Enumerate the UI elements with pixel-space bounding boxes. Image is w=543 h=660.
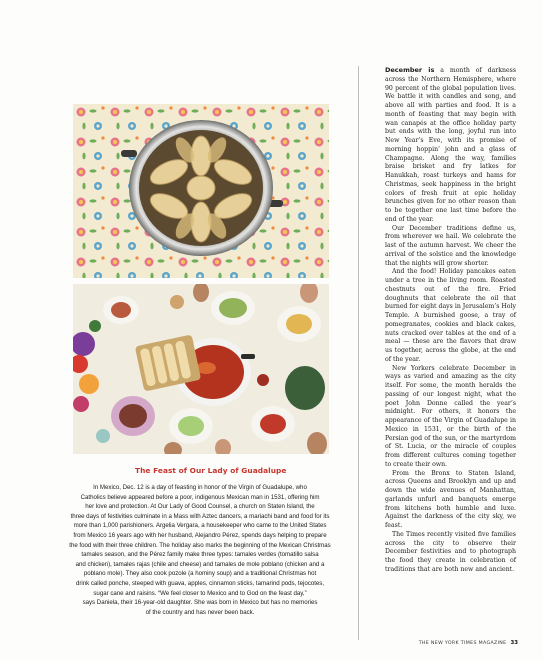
page-number: 33	[510, 640, 518, 646]
page-footer	[393, 640, 518, 646]
caption-line: her love and protection. At Our Lady of Good Counsel, a church on Staten Island, the	[85, 503, 315, 511]
caption-line: the food with their three children. The holiday also marks the beginning of the Mexican Christmas	[69, 541, 331, 549]
article-paragraph: The Times recently visited five families across the city to observe their December festivities and to photograph the food they create in celebration of traditions that are both new and ancient.	[385, 530, 516, 573]
publication-name: THE NEW YORK TIMES MAGAZINE	[418, 641, 507, 646]
caption-line: In Mexico, Dec. 12 is a day of feasting in honor of the Virgin of Guadalupe, who	[93, 484, 307, 491]
caption-line: tamales season, and the Pérez family make three types: tamales verdes (tomatillo salsa	[81, 551, 319, 559]
caption-line: Catholics believe appeared before a poor, indigenous Mexican man in 1531, offering him	[80, 493, 320, 501]
photo-caption	[66, 466, 334, 617]
caption-line: more than 1,000 parishioners. Argelia Vergara, a housekeeper who came to the United States	[73, 522, 327, 530]
article-paragraph-text: a month of darkness across the Northern Hemisphere, where 90 percent of the global population lives. We battle it with candles and song, and above all with parties and food. It is a month of feasting that may begin with wan canapés at the office holiday party but ends with the long, joyful run into New Year’s Eve, with its promise of morning hoppin’ john and a glass of Champagne. Along the way, families braise brisket and fry latkes for Hanukkah, roast turkeys and hams for Christmas, seek happiness in the bright colors of fresh fruit at epic holiday brunches given for no other reason than to be together one last time before the end of the year.	[385, 67, 517, 223]
article-paragraph: From the Bronx to Staten Island, across Queens and Brooklyn and up and down the wide avenues of Manhattan, garlands unfurl and banquets emerge from kitchens both humble and luxe. Against the darkness of the city sky, we feast.	[385, 469, 516, 529]
article-paragraph: And the food! Holiday pancakes eaten under a tree in the living room. Roasted chestnuts out of the fire. Fried doughnuts that celebrate the oil that burned for eight days in Jerusalem’s Holy Temple. A burnished goose, a tray of pomegranates, cookies and black cakes, nuts cracked over tables at the end of a meal — these are the flavors that draw us together, across the globe, at the end of the year.	[385, 268, 516, 363]
caption-line: drink called ponche, steeped with guava, apples, cinnamon sticks, tamarind pods, tejocotes,	[75, 579, 325, 587]
caption-line: from Mexico 16 years ago with her husband, Alejandro Pérez, spends days helping to prepare	[73, 531, 327, 539]
article-lead: December is	[385, 66, 435, 74]
caption-line: says Daniela, their 16-year-old daughter. She was born in Mexico but has no memories	[82, 599, 318, 607]
caption-line: three days of festivities culminate in a Mass with Aztec dancers, a mariachi band and food for its	[70, 512, 330, 520]
family-table-photo	[73, 284, 329, 454]
article-paragraph: New Yorkers celebrate December in ways as varied and amazing as the city itself. For some, the month heralds the passing of our longest night, what the poet John Donne called the year’s midnight. For others, it honors the appearance of the Virgin of Guadalupe in Mexico in 1531, or the birth of the Persian god of the sun, or the martyrdom of St. Lucia, or the miracle of couples from different cultures coming together to create their own.	[385, 364, 516, 468]
article-body	[385, 66, 516, 575]
article-paragraph	[385, 66, 516, 225]
caption-line: and chicken), tamales rajas (chile and cheese) and tamales de mole poblano (chicken and a	[75, 560, 325, 568]
article-paragraph: Our December traditions define us, from wherever we hail. We celebrate the last of the autumn harvest. We cheer the arrival of the solstice and the knowledge that the nights will grow shorter.	[385, 224, 516, 267]
tamales-pot-photo	[73, 104, 329, 278]
caption-body	[66, 483, 334, 617]
caption-title: The Feast of Our Lady of Guadalupe	[135, 466, 287, 475]
caption-line: poblano mole). They also cook pozole (a hominy soup) and a traditional Christmas hot	[83, 570, 317, 578]
column-divider	[358, 66, 359, 640]
caption-line: of the country and has never been back.	[145, 608, 255, 616]
caption-line: sugar cane and raisins. “We feel closer to Mexico and to God on the feast day,”	[93, 589, 307, 597]
